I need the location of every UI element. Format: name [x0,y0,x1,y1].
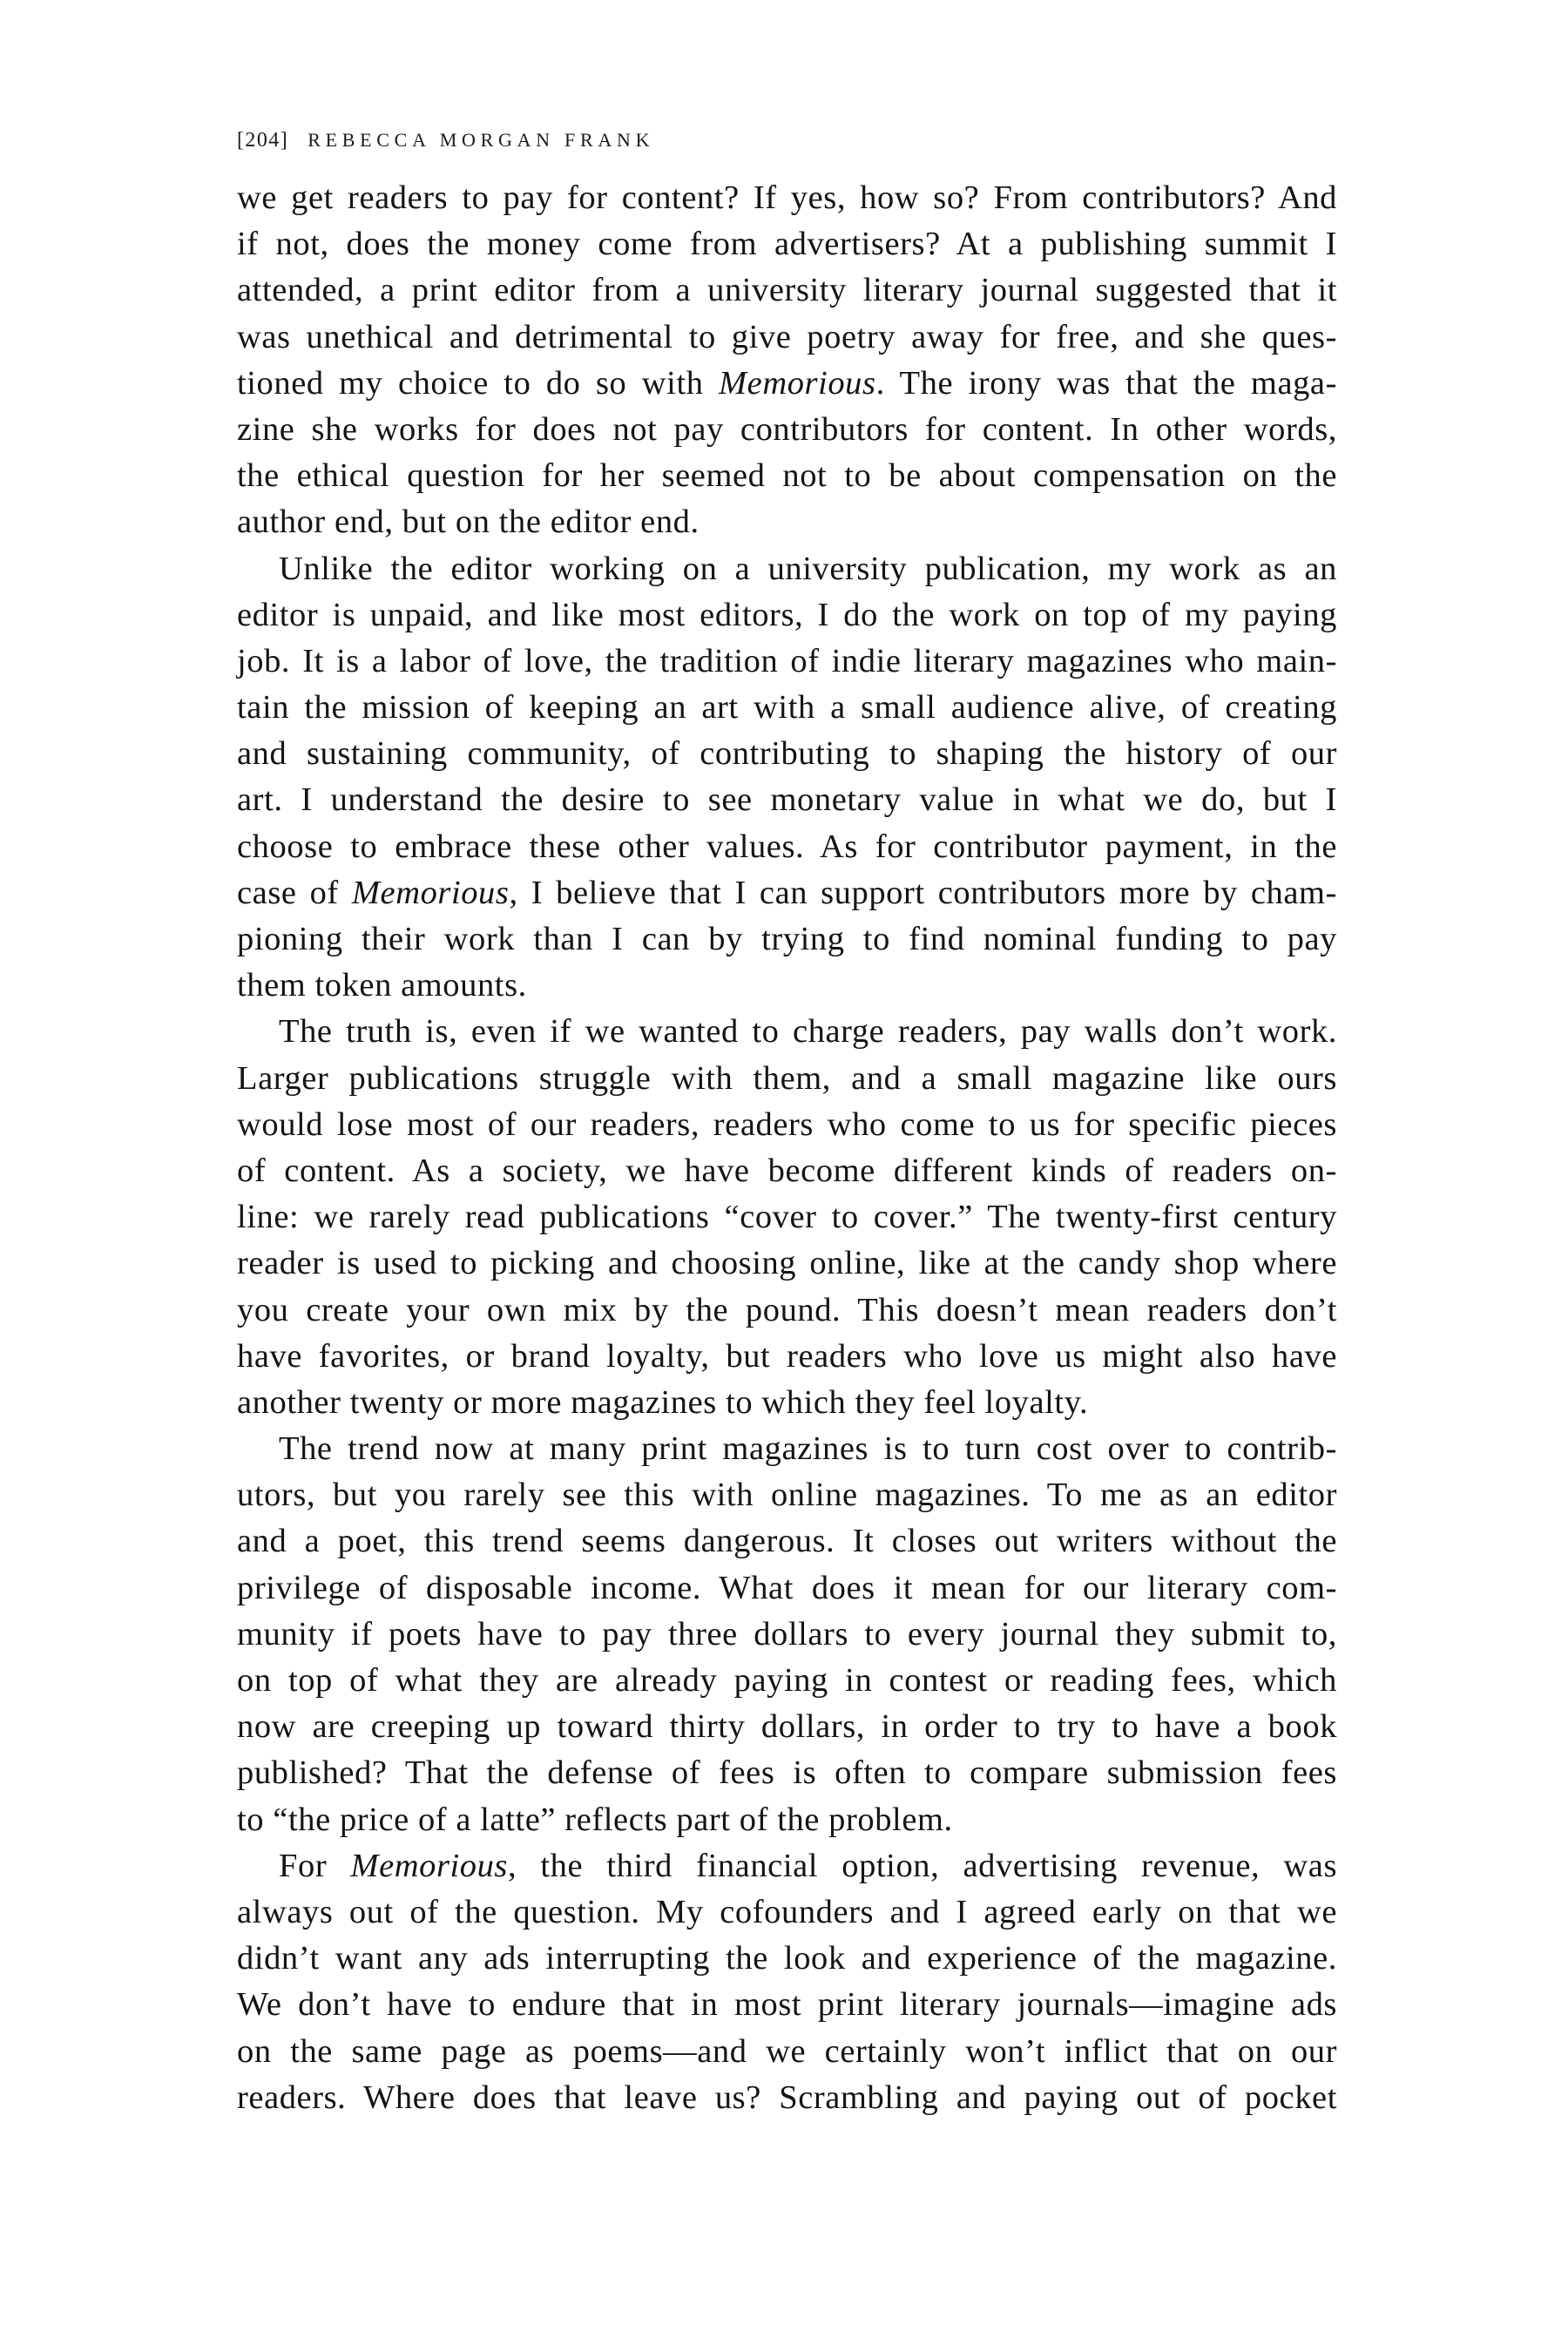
text-segment: you create your own mix by the pound. This doesn’t mean readers don’t [237,1291,1337,1328]
text-segment: published? That the defense of fees is often to compare submission fees [237,1754,1337,1792]
text-line [237,685,1337,731]
text-segment: we get readers to pay for content? If yes, how so? From contributors? And [237,179,1337,216]
text-segment: have favorites, or brand loyalty, but readers who love us might also have [237,1337,1337,1375]
text-line [237,1102,1337,1148]
text-segment: choose to embrace these other values. As for contributor payment, in the [237,828,1337,865]
paragraph [237,1009,1337,1426]
text-line [237,2029,1337,2075]
text-line [237,1334,1337,1380]
text-segment: the ethical question for her seemed not to be about compensation on the [237,457,1337,495]
text-line [237,731,1337,777]
text-line [237,314,1337,361]
text-line [237,1565,1337,1612]
text-line [237,1889,1337,1936]
text-line [237,361,1337,407]
text-segment: would lose most of our readers, readers who come to us for specific pieces [237,1105,1337,1143]
text-line [237,870,1337,916]
text-segment: pioning their work than I can by trying to find nominal funding to pay [237,921,1337,957]
italic-title: Memorious [351,874,510,911]
text-line [237,1658,1337,1704]
text-segment: Unlike the editor working on a university publication, my work as an [279,550,1337,587]
text-line [237,1380,1337,1426]
text-segment: reader is used to picking and choosing online, like at the candy shop where [237,1245,1337,1282]
text-line [237,499,1337,545]
text-segment: art. I understand the desire to see monetary value in what we do, but I [237,781,1337,819]
text-segment: now are creeping up toward thirty dollars, in order to try to have a book [237,1708,1337,1746]
text-line [237,592,1337,639]
text-segment: to “the price of a latte” reflects part of the problem. [237,1801,953,1838]
italic-title: Memorious [350,1847,508,1884]
text-segment: tioned my choice to do so with [237,364,719,402]
text-line [237,777,1337,823]
text-segment: didn’t want any ads interrupting the look and experience of the magazine. [237,1940,1337,1977]
text-segment: if not, does the money come from advertisers? At a publishing summit I [237,226,1337,263]
text-segment: was unethical and detrimental to give poetry away for free, and she ques- [237,318,1337,355]
text-segment: tain the mission of keeping an art with a small audience alive, of creating [237,689,1337,727]
text-segment: privilege of disposable income. What does it mean for our literary com- [237,1569,1337,1606]
text-segment: and sustaining community, of contributing to shaping the history of our [237,735,1337,773]
text-line [237,1148,1337,1194]
text-line [237,1797,1337,1843]
text-line [237,453,1337,499]
text-segment: author end, but on the editor end. [237,504,700,541]
text-segment: . The irony was that the maga- [875,364,1337,402]
text-line [237,639,1337,685]
text-segment: The truth is, even if we wanted to charge readers, pay walls don’t work. [279,1013,1337,1051]
text-line [237,1056,1337,1102]
text-segment: and a poet, this trend seems dangerous. It closes out writers without the [237,1523,1337,1560]
text-segment: of content. As a society, we have become different kinds of readers on- [237,1152,1337,1189]
text-line [237,1288,1337,1334]
text-segment: zine she works for does not pay contributors for content. In other words, [237,410,1337,448]
text-line [237,175,1337,221]
text-line [237,963,1337,1009]
text-line [237,1518,1337,1565]
text-segment: , the third financial option, advertising revenue, was [508,1847,1338,1884]
text-line [237,1426,1337,1472]
text-line [237,1194,1337,1240]
text-line [237,267,1337,314]
text-line [237,1750,1337,1796]
text-segment: always out of the question. My cofounders and I agreed early on that we [237,1893,1337,1930]
body-text [237,175,1337,2121]
text-line [237,1472,1337,1518]
text-segment: case of [237,874,352,911]
running-head [237,127,654,153]
text-segment: on the same page as poems—and we certainly won’t inflict that on our [237,2032,1337,2070]
text-segment: readers. Where does that leave us? Scrambling and paying out of pocket [237,2078,1337,2116]
text-line [237,1982,1337,2028]
italic-title: Memorious [719,364,876,402]
text-segment: another twenty or more magazines to which they feel loyalty. [237,1383,1089,1421]
text-line [237,824,1337,870]
text-segment: job. It is a labor of love, the tradition of indie literary magazines who main- [237,642,1337,679]
text-line [237,221,1337,267]
text-line [237,1843,1337,1889]
page-number: [204] [237,129,289,152]
text-segment: , I believe that I can support contributors more by cham- [509,874,1337,911]
running-head-author: REBECCA MORGAN FRANK [308,129,655,151]
text-segment: munity if poets have to pay three dollars to every journal they submit to, [237,1615,1337,1652]
text-segment: attended, a print editor from a university literary journal suggested that it [237,272,1337,309]
text-segment: For [279,1847,351,1884]
text-line [237,1936,1337,1982]
text-line [237,546,1337,592]
text-line [237,1612,1337,1658]
text-line [237,2075,1337,2121]
text-segment: The trend now at many print magazines is to turn cost over to contrib- [279,1430,1337,1468]
text-segment: editor is unpaid, and like most editors, I do the work on top of my paying [237,596,1337,633]
paragraph [237,546,1337,1010]
text-segment: on top of what they are already paying in contest or reading fees, which [237,1662,1337,1699]
text-segment: line: we rarely read publications “cover to cover.” The twenty-first century [237,1199,1337,1236]
text-segment: We don’t have to endure that in most print literary journals—imagine ads [237,1986,1337,2024]
text-segment: utors, but you rarely see this with online magazines. To me as an editor [237,1477,1337,1514]
text-line [237,916,1337,963]
text-line [237,1240,1337,1287]
text-segment: Larger publications struggle with them, and a small magazine like ours [237,1059,1337,1097]
text-line [237,407,1337,453]
paragraph [237,175,1337,546]
paragraph [237,1426,1337,1843]
text-line [237,1704,1337,1750]
text-segment: them token amounts. [237,967,527,1004]
text-line [237,1009,1337,1055]
paragraph [237,1843,1337,2121]
